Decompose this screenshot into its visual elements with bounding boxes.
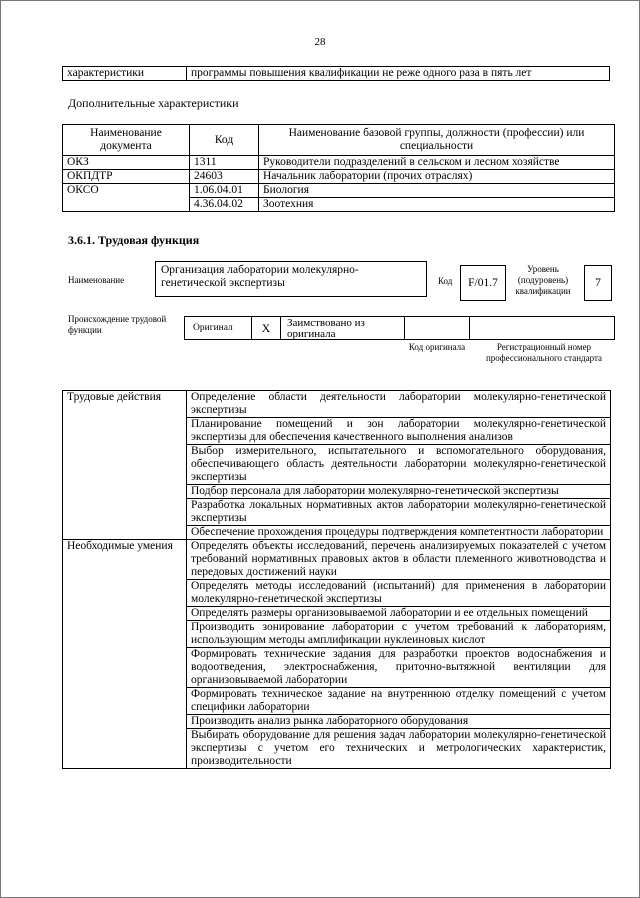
cell-code: 24603 (190, 170, 259, 184)
cell-doc: ОКЗ (63, 156, 190, 170)
name-label: Наименование (68, 275, 125, 285)
list-item: Планирование помещений и зон лаборатории молекулярно-генетической экспертизы для обеспечения качественного выполнения анализов (187, 418, 611, 445)
header-code: Код (190, 125, 259, 156)
table-row (63, 184, 615, 198)
list-item: Определять размеры организовываемой лаборатории и ее отдельных помещений (187, 607, 611, 621)
cell-code: 1311 (190, 156, 259, 170)
list-item: Определять объекты исследований, перечень анализируемых показателей с учетом требований нормативных правовых актов в области племенного животноводства и передовых достижений науки (187, 540, 611, 580)
main-table (62, 390, 611, 769)
list-item: Разработка локальных нормативных актов лаборатории молекулярно-генетической экспертизы (187, 499, 611, 526)
cell-name: Начальник лаборатории (прочих отраслях) (259, 170, 615, 184)
list-item: Определять методы исследований (испытаний) для применения в лаборатории молекулярно-генетической экспертизы (187, 580, 611, 607)
list-item: Обеспечение прохождения процедуры подтверждения компетентности лаборатории (187, 526, 611, 540)
original-mark: X (251, 316, 281, 340)
original-cell: Оригинал (184, 316, 252, 340)
list-item: Выбор измерительного, испытательного и вспомогательного оборудования, обеспечивающего область деятельности лаборатории молекулярно-генетической экспертизы (187, 445, 611, 485)
page-number: 28 (314, 36, 326, 48)
list-item: Производить анализ рынка лабораторного оборудования (187, 715, 611, 729)
top-row-table (62, 66, 610, 81)
code-label: Код (438, 276, 453, 286)
cell-doc: ОКСО (63, 184, 190, 212)
reg-number-cell (469, 316, 615, 340)
function-name-box: Организация лаборатории молекулярно-генетической экспертизы (155, 261, 427, 297)
table-row (63, 540, 611, 580)
table-row (63, 391, 611, 418)
cell-code: 1.06.04.01 (190, 184, 259, 198)
top-row-label: характеристики (63, 67, 187, 81)
category-labor-actions: Трудовые действия (63, 391, 187, 540)
cell-name: Зоотехния (259, 198, 615, 212)
level-label: Уровень (подуровень) квалификации (515, 264, 571, 296)
list-item: Производить зонирование лаборатории с учетом требований к лабораториям, использующим методы амплификации нуклеиновых кислот (187, 621, 611, 648)
origin-code-cell (404, 316, 470, 340)
origin-code-caption: Код оригинала (408, 342, 466, 352)
borrowed-cell: Заимствовано из оригинала (280, 316, 405, 340)
list-item: Формировать технические задания для разработки проектов водоснабжения и водоотведения, электроснабжения, приточно-вытяжной вентиляции для организовываемой лаборатории (187, 648, 611, 688)
list-item: Выбирать оборудование для решения задач лаборатории молекулярно-генетической экспертизы с учетом его технических и метрологических характеристик, производительности (187, 729, 611, 769)
top-row-value: программы повышения квалификации не реже одного раза в пять лет (187, 67, 610, 81)
level-value-box: 7 (584, 265, 612, 301)
list-item: Подбор персонала для лаборатории молекулярно-генетической экспертизы (187, 485, 611, 499)
cell-code: 4.36.04.02 (190, 198, 259, 212)
table-row (63, 156, 615, 170)
code-value-box: F/01.7 (460, 265, 506, 301)
category-required-skills: Необходимые умения (63, 540, 187, 769)
reg-number-caption: Регистрационный номер профессионального стандарта (485, 342, 603, 363)
origin-label: Происхождение трудовой функции (68, 314, 167, 335)
list-item: Определение области деятельности лаборатории молекулярно-генетической экспертизы (187, 391, 611, 418)
additional-table (62, 124, 615, 212)
header-group-name: Наименование базовой группы, должности (профессии) или специальности (259, 125, 615, 156)
function-heading: 3.6.1. Трудовая функция (68, 233, 200, 247)
header-doc-name: Наименование документа (63, 125, 190, 156)
list-item: Формировать техническое задание на внутреннюю отделку помещений с учетом специфики лаборатории (187, 688, 611, 715)
cell-name: Биология (259, 184, 615, 198)
table-row (63, 170, 615, 184)
additional-title: Дополнительные характеристики (68, 96, 239, 110)
cell-name: Руководители подразделений в сельском и лесном хозяйстве (259, 156, 615, 170)
cell-doc: ОКПДТР (63, 170, 190, 184)
